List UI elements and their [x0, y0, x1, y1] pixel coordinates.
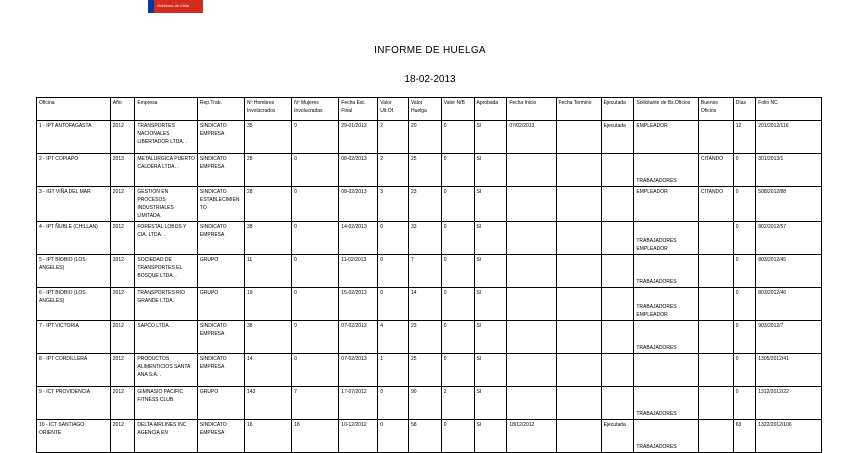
table-cell — [507, 154, 556, 187]
table-cell: 38 — [245, 222, 292, 255]
table-cell: 0 — [292, 222, 339, 255]
table-cell — [601, 387, 634, 420]
table-cell — [601, 354, 634, 387]
table-cell: 0 — [378, 255, 409, 288]
table-cell: TRABAJADORES — [634, 154, 699, 187]
column-header: Fecha Termino — [556, 98, 601, 121]
column-header: Aprobada — [474, 98, 507, 121]
table-cell: 19 — [245, 288, 292, 321]
table-row — [37, 121, 822, 154]
table-cell: SINDICATO EMPRESA — [197, 121, 244, 154]
table-cell: 0 — [292, 121, 339, 154]
table-cell: 11 — [245, 255, 292, 288]
table-cell — [698, 222, 733, 255]
table-cell: 0 — [378, 420, 409, 453]
table-cell — [556, 187, 601, 222]
column-header: Valor Huelga — [408, 98, 441, 121]
table-cell: GIMNASIO PACIFIC FITNESS CLUB. — [135, 387, 198, 420]
table-cell — [556, 154, 601, 187]
table-cell: 0 — [292, 255, 339, 288]
table-cell: 0 — [441, 420, 474, 453]
table-cell: SINDICATO EMPRESA — [197, 420, 244, 453]
table-cell: 07/02/2013 — [507, 121, 556, 154]
column-header: Año — [110, 98, 135, 121]
table-cell — [698, 288, 733, 321]
table-cell: SINDICATO EMPRESA — [197, 354, 244, 387]
table-cell: 0 — [292, 187, 339, 222]
table-row — [37, 387, 822, 420]
table-cell — [698, 387, 733, 420]
table-cell — [601, 222, 634, 255]
table-cell: Ejecutada — [601, 121, 634, 154]
table-cell: 29-01/2013 — [339, 121, 378, 154]
table-cell — [556, 420, 601, 453]
table-cell — [507, 354, 556, 387]
table-cell: 14 — [408, 288, 441, 321]
table-cell: 1305/2012/41 — [756, 354, 822, 387]
logo-flag-icon — [148, 0, 154, 13]
table-cell: 35 — [245, 121, 292, 154]
table-cell: CITANDO — [698, 154, 733, 187]
table-cell: 0 — [292, 354, 339, 387]
table-cell — [507, 222, 556, 255]
column-header: Buenos Oficios — [698, 98, 733, 121]
table-cell: 0 — [292, 288, 339, 321]
table-cell: 11-02/2013 — [339, 255, 378, 288]
table-cell: 10 - ICT SANTIAGO ORIENTE — [37, 420, 111, 453]
column-header: Valor N/B — [441, 98, 474, 121]
table-cell: 8 - IPT CORDILLERA — [37, 354, 111, 387]
table-cell: 2012 — [110, 222, 135, 255]
column-header: Empresa — [135, 98, 198, 121]
table-cell: 0 — [733, 154, 756, 187]
table-cell: 4 - IPT ÑUBLE (CHILLAN) — [37, 222, 111, 255]
table-cell: 803/2012/46 — [756, 288, 822, 321]
table-cell: GRUPO — [197, 255, 244, 288]
table-cell: 0 — [733, 321, 756, 354]
table-cell: 2012 — [110, 288, 135, 321]
column-header: Oficina — [37, 98, 111, 121]
table-cell: Ejecutada — [601, 420, 634, 453]
column-header: Folio NC — [756, 98, 822, 121]
table-cell — [507, 321, 556, 354]
table-cell: 7 — [408, 255, 441, 288]
table-cell: 143 — [245, 387, 292, 420]
table-cell: 25 — [408, 154, 441, 187]
report-title: INFORME DE HUELGA — [374, 45, 486, 56]
table-cell: SI — [474, 354, 507, 387]
table-cell: 18/12/2012 — [507, 420, 556, 453]
table-cell: 803/2012/45 — [756, 255, 822, 288]
table-cell: 2012 — [110, 354, 135, 387]
table-cell: 1312/2012/22 — [756, 387, 822, 420]
table-cell: 0 — [441, 187, 474, 222]
table-cell: SI — [474, 420, 507, 453]
table-cell: 1 - IPT ANTOFAGASTA — [37, 121, 111, 154]
table-cell: 23 — [408, 321, 441, 354]
table-cell: SINDICATO EMPRESA — [197, 321, 244, 354]
table-cell: FORESTAL LOBOS Y CIA. LTDA. . — [135, 222, 198, 255]
table-cell: DELTA AIRLINES INC AGENCIA EN — [135, 420, 198, 453]
table-cell: 17-07/2012 — [339, 387, 378, 420]
table-cell: TRANSPORTES NACIONALES LIBERTADOR LTDA. . — [135, 121, 198, 154]
table-row — [37, 222, 822, 255]
table-cell: 2012 — [110, 255, 135, 288]
table-cell — [556, 255, 601, 288]
table-cell — [556, 321, 601, 354]
table-header-row — [37, 98, 822, 121]
table-cell: 2012 — [110, 187, 135, 222]
table-cell: 33 — [408, 222, 441, 255]
table-cell: TRABAJADORES — [634, 387, 699, 420]
column-header: Nº Hombres Involucrados — [245, 98, 292, 121]
column-header: Días — [733, 98, 756, 121]
table-cell — [556, 288, 601, 321]
table-cell: 2012 — [110, 121, 135, 154]
table-cell: 2012 — [110, 387, 135, 420]
table-row — [37, 187, 822, 222]
table-cell: 0 — [441, 288, 474, 321]
table-cell: SINDICATO EMPRESA — [197, 154, 244, 187]
table-cell: 63 — [733, 420, 756, 453]
table-cell: 07-02/2013 — [339, 354, 378, 387]
table-cell: 14-02/2013 — [339, 222, 378, 255]
table-cell: 1 — [378, 354, 409, 387]
table-cell: TRANSPORTES RIO GRANDE LTDA. — [135, 288, 198, 321]
table-cell: TRABAJADORES — [634, 321, 699, 354]
table-cell: 3 - IGT VIÑA DEL MAR — [37, 187, 111, 222]
table-cell — [698, 121, 733, 154]
table-cell — [507, 387, 556, 420]
table-cell: 15-02/2013 — [339, 288, 378, 321]
table-cell: SI — [474, 387, 507, 420]
table-cell — [601, 187, 634, 222]
table-cell: 58 — [408, 420, 441, 453]
table-cell — [698, 321, 733, 354]
table-cell: 0 — [441, 222, 474, 255]
table-cell: SI — [474, 121, 507, 154]
table-cell: 12 — [733, 121, 756, 154]
table-cell: 2 — [441, 387, 474, 420]
table-cell: SI — [474, 288, 507, 321]
table-cell — [556, 354, 601, 387]
table-cell: 18 — [292, 420, 339, 453]
table-cell — [556, 121, 601, 154]
table-cell: 0 — [733, 222, 756, 255]
table-cell: GRUPO — [197, 387, 244, 420]
table-cell — [634, 354, 699, 387]
gobierno-logo — [148, 0, 203, 13]
column-header: Fecha Inicio — [507, 98, 556, 121]
table-cell: PRODUCTOS ALIMENTICIOS SANTA ANA S.A. . — [135, 354, 198, 387]
table-cell: SINDICATO ESTABLECIMIENTO — [197, 187, 244, 222]
table-cell — [556, 387, 601, 420]
table-cell — [698, 255, 733, 288]
table-cell: 2012 — [110, 420, 135, 453]
table-cell: TRABAJADORES EMPLEADOR — [634, 222, 699, 255]
table-cell: EMPLEADOR — [634, 121, 699, 154]
table-cell: 0 — [441, 354, 474, 387]
table-row — [37, 154, 822, 187]
table-cell: 0 — [733, 187, 756, 222]
table-cell: TRABAJADORES — [634, 255, 699, 288]
column-header: Ejecutada — [601, 98, 634, 121]
table-cell: 9 - ICT PROVIDENCIA — [37, 387, 111, 420]
table-cell: 7 - IPT VICTORIA — [37, 321, 111, 354]
table-cell: 0 — [378, 222, 409, 255]
table-cell — [698, 354, 733, 387]
table-cell: 28 — [245, 187, 292, 222]
table-cell: 28 — [245, 154, 292, 187]
table-cell: 802/2012/57 — [756, 222, 822, 255]
table-cell: SAPCO LTDA. . — [135, 321, 198, 354]
table-cell: CITANDO — [698, 187, 733, 222]
table-cell: 25 — [408, 354, 441, 387]
table-cell: 0 — [292, 154, 339, 187]
table-cell: 2013 — [110, 154, 135, 187]
column-header: Nº Mujeres Involucradas — [292, 98, 339, 121]
table-cell — [698, 420, 733, 453]
table-cell: 0 — [733, 354, 756, 387]
table-cell — [507, 288, 556, 321]
table-cell: GESTION EN PROCESOS INDUSTRIALES LIMITADA. — [135, 187, 198, 222]
table-row — [37, 255, 822, 288]
table-cell: SINDICATO EMPRESA — [197, 222, 244, 255]
table-cell: 6 - IPT BIOBIO (LOS ANGELES) — [37, 288, 111, 321]
column-header: Fecha Est. Final — [339, 98, 378, 121]
table-cell: 0 — [441, 121, 474, 154]
table-cell: 07-02/2013 — [339, 321, 378, 354]
table-cell — [601, 288, 634, 321]
table-cell: 16 — [245, 420, 292, 453]
table-cell: 903/2012/7 — [756, 321, 822, 354]
table-cell: 10-12/2012 — [339, 420, 378, 453]
logo-text: Gobierno de Chile — [157, 3, 190, 8]
table-cell: 5 - IPT BIOBIO (LOS ANGELES) — [37, 255, 111, 288]
table-row — [37, 321, 822, 354]
table-cell — [507, 187, 556, 222]
table-cell: 0 — [441, 255, 474, 288]
table-cell: 1322/2012/106 — [756, 420, 822, 453]
table-cell: 7 — [292, 387, 339, 420]
table-cell: 508/2012/88 — [756, 187, 822, 222]
column-header: Valor Ult.Of. — [378, 98, 409, 121]
table-cell: 2012 — [110, 321, 135, 354]
table-cell: SI — [474, 187, 507, 222]
table-cell: 08-02/2013 — [339, 154, 378, 187]
table-cell: SI — [474, 321, 507, 354]
table-cell: 0 — [441, 321, 474, 354]
strike-report-table — [36, 97, 822, 453]
table-cell: 2 — [378, 154, 409, 187]
table-cell — [601, 321, 634, 354]
table-cell: 2 — [378, 121, 409, 154]
table-row — [37, 354, 822, 387]
table-cell: 14 — [245, 354, 292, 387]
table-cell: 38 — [245, 321, 292, 354]
table-cell: SI — [474, 255, 507, 288]
table-row — [37, 420, 822, 453]
table-cell: 23 — [408, 187, 441, 222]
table-cell — [601, 255, 634, 288]
table-cell: 0 — [733, 387, 756, 420]
table-cell — [507, 255, 556, 288]
table-cell — [556, 222, 601, 255]
table-cell: GRUPO — [197, 288, 244, 321]
table-cell: 08-02/2013 — [339, 187, 378, 222]
table-cell: SI — [474, 154, 507, 187]
table-cell: TRABAJADORES — [634, 420, 699, 453]
column-header: Solicitante de Bs.Oficios — [634, 98, 699, 121]
table-cell: 2 - IPT COPIAPO — [37, 154, 111, 187]
table-row — [37, 288, 822, 321]
report-date: 18-02-2013 — [404, 74, 456, 85]
table-cell: 201/2012/116 — [756, 121, 822, 154]
table-body — [37, 121, 822, 453]
table-cell: 0 — [378, 288, 409, 321]
table-cell: 0 — [441, 154, 474, 187]
table-cell — [601, 154, 634, 187]
table-cell: 90 — [408, 387, 441, 420]
table-cell: SOCIEDAD DE TRANSPORTES EL BOSQUE LTDA. . — [135, 255, 198, 288]
table-cell: 3 — [378, 187, 409, 222]
table-cell: METALURGICA PUERTO CALDERA LTDA. . — [135, 154, 198, 187]
table-cell: 0 — [292, 321, 339, 354]
column-header: Rep.Trab. — [197, 98, 244, 121]
table-cell: 20 — [408, 121, 441, 154]
table-cell: SI — [474, 222, 507, 255]
table-cell: 0 — [733, 288, 756, 321]
table-cell: 0 — [378, 387, 409, 420]
table-cell: EMPLEADOR — [634, 187, 699, 222]
table-cell: 301/2013/1 — [756, 154, 822, 187]
table-cell: 0 — [733, 255, 756, 288]
table-cell: 4 — [378, 321, 409, 354]
table-cell: TRABAJADORES EMPLEADOR — [634, 288, 699, 321]
